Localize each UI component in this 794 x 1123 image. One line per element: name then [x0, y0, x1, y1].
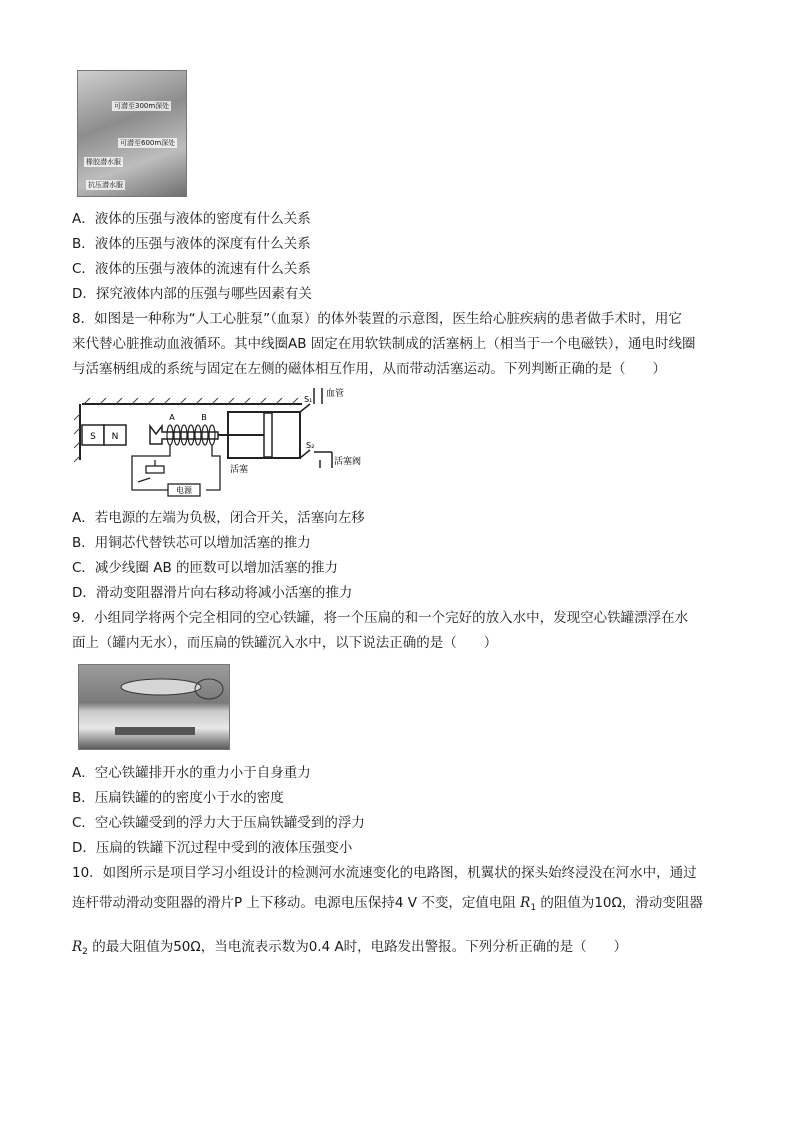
figure-label-pressure-suit: 抗压潜水服	[88, 181, 123, 189]
piston	[264, 413, 272, 457]
figure-label-300m: 可潜至300m深处	[114, 102, 170, 110]
q7-option-a: A．液体的压强与液体的密度有什么关系	[72, 211, 311, 227]
r2-subscript: 2	[82, 947, 88, 957]
diving-suits-photo	[77, 70, 187, 197]
power-source-label: 电源	[176, 486, 192, 495]
q9-option-d: D．压扁的铁罐下沉过程中受到的液体压强变小	[72, 840, 353, 856]
q7-option-b: B．液体的压强与液体的深度有什么关系	[72, 236, 311, 252]
q9-option-a: A．空心铁罐排开水的重力小于自身重力	[72, 765, 311, 781]
r1-subscript: 1	[530, 903, 537, 913]
q8-option-b: B．用铜芯代替铁芯可以增加活塞的推力	[72, 535, 311, 551]
figure-label-600m: 可潜至600m深处	[120, 139, 176, 147]
heart-pump-diagram	[70, 382, 370, 500]
q10-line2-text: 连杆带动滑动变阻器的滑片P 上下移动。电源电压保持4 V 不变，定值电阻	[72, 895, 521, 911]
iron-cans-sketch	[79, 665, 229, 749]
q8-option-c: C．减少线圈 AB 的匝数可以增加活塞的推力	[72, 560, 339, 576]
q8-stem-line-2: 来代替心脏推动血液循环。其中线圈AB 固定在用软铁制成的活塞柄上（相当于一个电磁铁），通电时线圈	[72, 336, 696, 352]
blood-vessel-label: 血管	[326, 389, 345, 399]
piston-label: 活塞	[230, 465, 249, 475]
r2-symbol: R	[72, 939, 83, 955]
q10-stem-line-1: 10．如图所示是项目学习小组设计的检测河水流速变化的电路图，机翼状的探头始终浸没在河水中，通过	[72, 865, 697, 881]
q7-option-d: D．探究液体内部的压强与哪些因素有关	[72, 286, 312, 302]
magnet-n-label: N	[111, 432, 119, 442]
switch-s1-label: S₁	[304, 395, 313, 404]
q8-option-d: D．滑动变阻器滑片向右移动将减小活塞的推力	[72, 585, 353, 601]
q8-stem-line-1: 8．如图是一种称为“人工心脏泵”（血泵）的体外装置的示意图，医生给心脏疾病的患者做手术时，用它	[72, 311, 682, 327]
q9-stem-line-2: 面上（罐内无水），而压扁的铁罐沉入水中，以下说法正确的是（ ）	[72, 635, 498, 651]
q10-line3-text: 的最大阻值为50Ω，当电流表示数为0.4 A时，电路发出警报。下列分析正确的是（ ）	[87, 939, 628, 955]
q8-option-a: A．若电源的左端为负极，闭合开关，活塞向左移	[72, 510, 365, 526]
q8-stem-line-3: 与活塞柄组成的系统与固定在左侧的磁体相互作用，从而带动活塞运动。下列判断正确的是（ ）	[72, 361, 666, 377]
magnet-s-label: S	[90, 432, 96, 442]
iron-cans-photo	[78, 664, 230, 750]
coil-label-a: A	[169, 413, 175, 422]
q10-stem-line-2	[72, 893, 703, 918]
coil-label-b: B	[201, 413, 207, 422]
valve-label: 活塞阀	[334, 457, 362, 467]
q9-stem-line-1: 9．小组同学将两个完全相同的空心铁罐，将一个压扁的和一个完好的放入水中，发现空心铁罐漂浮在水	[72, 610, 689, 626]
q9-option-c: C．空心铁罐受到的浮力大于压扁铁罐受到的浮力	[72, 815, 365, 831]
figure-label-rubber-suit: 橡胶潜水服	[86, 158, 121, 166]
q7-option-c: C．液体的压强与液体的流速有什么关系	[72, 261, 311, 277]
q10-line2-rest: 的阻值为10Ω，滑动变阻器	[536, 895, 703, 911]
r1-symbol: R	[520, 895, 531, 911]
q9-option-b: B．压扁铁罐的的密度小于水的密度	[72, 790, 284, 806]
switch-s2-label: S₂	[306, 441, 315, 450]
q10-stem-line-3	[72, 937, 627, 962]
